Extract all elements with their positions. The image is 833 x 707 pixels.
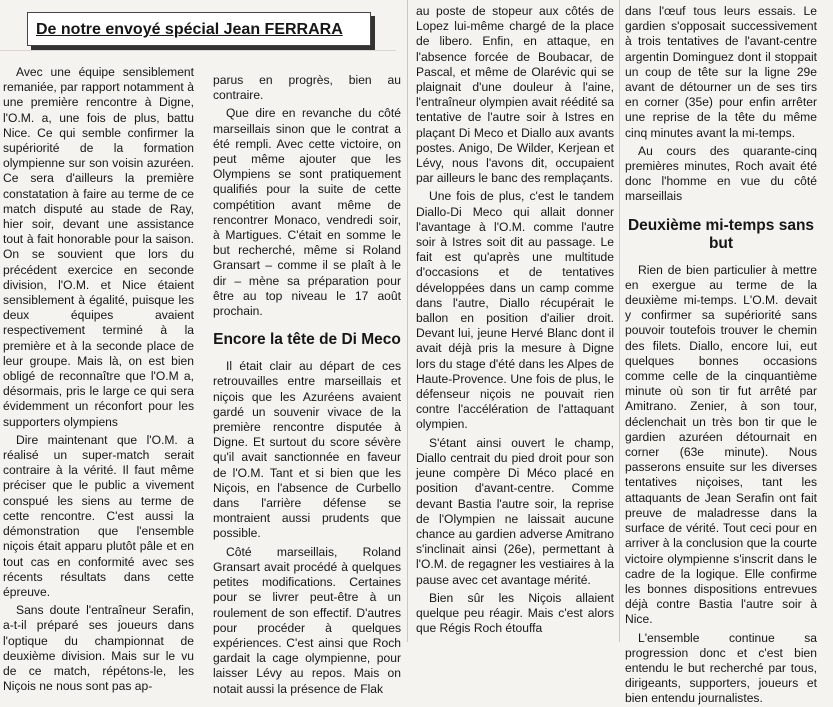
article-column-3 bbox=[416, 4, 614, 639]
article-paragraph: Avec une équipe sensiblement remaniée, par rapport notamment à une première rencontre à Digne, l'O.M. a, une fois de plus, battu Nice. Ce qui semble confirmer la supériorité de la formation olympienne sur son voisin azuréen. Ce sera d'ailleurs la première constatation à faire au terme de ce match disputé au stade de Ray, hier soir, devant une assistance tout à fait honorable pour la saison. On se souvient que lors du précédent exercice en seconde division, l'O.M. et Nice étaient sensiblement à égalité, puisque les deux équipes avaient respectivement terminé à la première et à la seconde place de leur groupe. Mais là, on est bien obligé de reconnaître que l'O.M a, désormais, pris le large ce qui sera évidemment un réconfort pour les supporters olympiens bbox=[3, 65, 194, 429]
article-paragraph: Côté marseillais, Roland Gransart avait procédé à quelques petites modifications. Certaines pour se livrer peut-être à un roulement de son effectif. D'autres pour procéder à quelques expériences. C'est ainsi que Roch gardait la cage olympienne, pour laisser Lévy au repos. Mais on notait aussi la présence de Flak bbox=[213, 544, 401, 696]
article-paragraph: Une fois de plus, c'est le tandem Diallo-Di Meco qui allait donner l'avantage à l'O.M. comme l'autre soir à Istres soit dit au passage. Le fait est qu'après une multitude d'occasions et de tentatives développées dans un camp comme dans l'autre, Diallo récupérait le ballon en position d'ailier droit. Devant lui, jeune Hervé Blanc dont il avait déjà pris la mesure à Digne lors du stage d'été dans les Alpes de Haute-Provence. Une fois de plus, le défenseur niçois ne pouvait rien contre l'accélération de l'attaquant olympien. bbox=[416, 189, 614, 432]
article-paragraph: Que dire en revanche du côté marseillais sinon que le contrat a été rempli. Avec cette victoire, on peut même ajouter que les Olympiens se sont pratiquement qualifiés pour la suite de cette compétition avant même de rencontrer Monaco, vendredi soir, à Martigues. C'était en somme le but recherché, même si Roland Gransart – comme il se plaît à le dir – mène sa préparation pour être au top niveau le 17 août prochain. bbox=[213, 106, 401, 319]
column-divider bbox=[619, 0, 620, 642]
column-divider bbox=[407, 0, 408, 642]
article-column-1 bbox=[3, 65, 194, 694]
article-paragraph: Dire maintenant que l'O.M. a réalisé un super-match serait contraire à la vérité. Il faut même préciser que le public a vivement conspué les siens au terme de cette rencontre. C'est aussi la démonstration que l'ensemble niçois était apparu plutôt pâle et en tout cas en conformité avec ses récents résultats dans cette épreuve. bbox=[3, 432, 194, 599]
header-divider bbox=[0, 50, 396, 51]
article-paragraph: S'étant ainsi ouvert le champ, Diallo centrait du pied droit pour son jeune compère Di Méco placé en position d'avant-centre. Comme devant Bastia l'autre soir, la reprise de l'Olympien ne laissait aucune chance au gardien adverse Amitrano s'inclinait ainsi (26e), permettant à l'O.M. de regagner les vestiaires à la pause avec cet avantage mérité. bbox=[416, 435, 614, 587]
article-paragraph: dans l'œuf tous leurs essais. Le gardien s'opposait successivement à trois tentatives de l'avant-centre argentin Dominguez dont il stoppait un coup de tête sur la ligne 29e avant de détourner un de ses tirs en corner (35e) pour enfin arrêter une reprise de la tête du même cinq minutes avant la mi-temps. bbox=[625, 4, 817, 140]
article-paragraph: Sans doute l'entraîneur Serafin, a-t-il préparé ses joueurs dans l'optique du championnat de deuxième division. Mais sur le vu de ce match, répétons-le, les Niçois ne nous sont pas ap- bbox=[3, 603, 194, 694]
article-paragraph: Rien de bien particulier à mettre en exergue au terme de la deuxième mi-temps. L'O.M. devait y confirmer sa supériorité sans pouvoir toutefois trouver le chemin des filets. Diallo, encore lui, eut quelques bonnes occasions comme celle de la cinquantième minute où son tir fut arrêté par Amitrano. Zenier, à son tour, déclenchait un très bon tir que le gardien azuréen détournait en corner (63e minute). Nous passerons ensuite sur les diverses tentatives niçoises, tant les attaquants de Jean Serafin ont fait preuve de maladresse dans la surface de vérité. Tout ceci pour en arriver à la conclusion que la courte victoire olympienne s'inscrit dans le cadre de la logique. Elle confirme les bonnes dispositions entrevues déjà contre Bastia l'autre soir à Nice. bbox=[625, 262, 817, 627]
byline-text: De notre envoyé spécial Jean FERRARA bbox=[36, 21, 343, 38]
article-paragraph: Il était clair au départ de ces retrouvailles entre marseillais et niçois que les Azuréens avaient gardé un souvenir vivace de la première rencontre disputée à Digne. Et surtout du score sévère qu'il avait sanctionnée en faveur de l'O.M. Tant et si bien que les Niçois, en l'absence de Curbello dans l'arrière défense se montraient aussi prudents que possible. bbox=[213, 359, 401, 541]
article-column-4 bbox=[625, 4, 817, 706]
article-paragraph: L'ensemble continue sa progression donc et c'est bien entendu le but recherché par tous, dirigeants, supporters, joueurs et bien entendu journalistes. bbox=[625, 630, 817, 706]
article-paragraph: parus en progrès, bien au contraire. bbox=[213, 73, 401, 103]
article-column-2 bbox=[213, 73, 401, 696]
section-subheading: Deuxième mi-temps sans but bbox=[627, 216, 815, 252]
section-subheading: Encore la tête de Di Meco bbox=[213, 331, 401, 349]
article-paragraph: Au cours des quarante-cinq premières minutes, Roch avait été donc l'homme en vue du côté marseillais bbox=[625, 143, 817, 204]
byline-box bbox=[27, 12, 371, 46]
article-paragraph: Bien sûr les Niçois allaient quelque peu réagir. Mais c'est alors que Régis Roch étouffa bbox=[416, 590, 614, 636]
article-paragraph: au poste de stopeur aux côtés de Lopez lui-même chargé de la place de libero. Enfin, en attaque, en l'absence forcée de Boubacar, de Pascal, et même de Olarévic qui se plaignait d'une douleur à l'aine, l'entraîneur olympien avait réédité sa tentative de l'autre soir à Istres en plaçant Di Meco et Diallo aux avants postes. Anigo, De Wilder, Kerjean et Lévy, nous l'avons dit, occupaient par ailleurs le banc des remplaçants. bbox=[416, 4, 614, 186]
